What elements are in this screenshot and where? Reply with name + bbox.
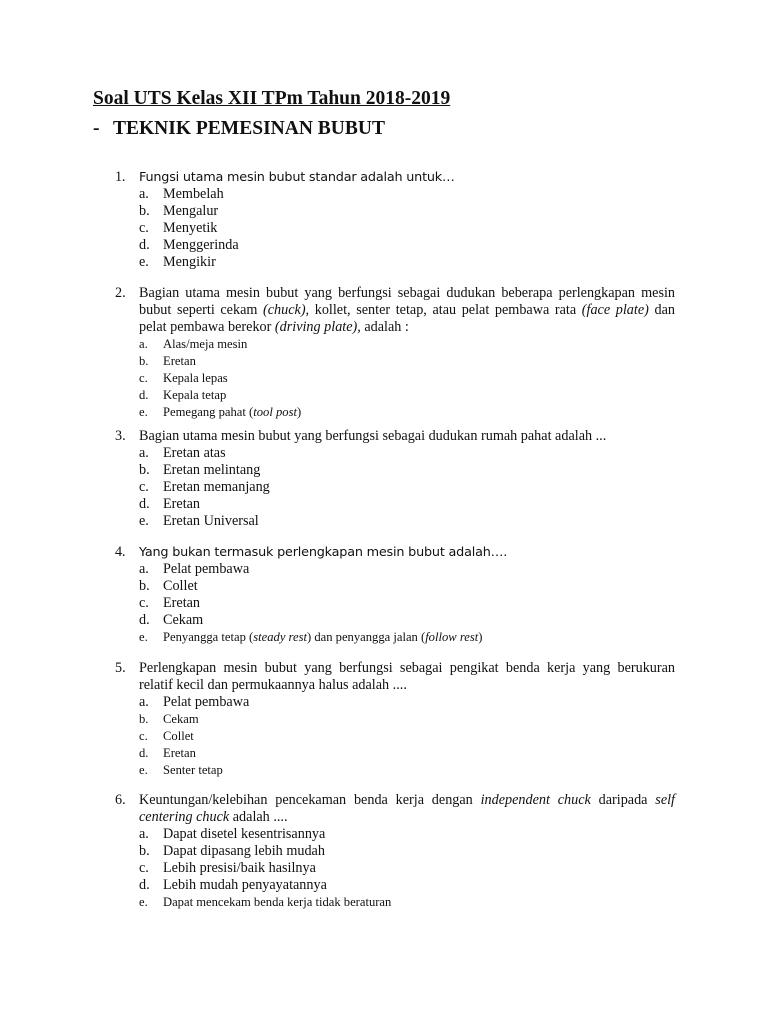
option-e: e. Mengikir (139, 254, 216, 270)
option-c: c. Lebih presisi/baik hasilnya (139, 860, 316, 876)
page-title: Soal UTS Kelas XII TPm Tahun 2018-2019 (93, 88, 451, 109)
option-a: a. Dapat disetel kesentrisannya (139, 826, 326, 842)
question-text: Bagian utama mesin bubut yang berfungsi sebagai dudukan rumah pahat adalah ... (139, 428, 607, 444)
option-list (115, 445, 675, 530)
option-e: e. Pemegang pahat (tool post) (139, 405, 302, 419)
option-d: d. Lebih mudah penyayatannya (139, 877, 327, 893)
option-list (115, 694, 675, 779)
option-c: c. Menyetik (139, 220, 218, 236)
page-subtitle (93, 118, 385, 140)
question-number: 6. (115, 792, 126, 808)
option-b: b. Dapat dipasang lebih mudah (139, 843, 325, 859)
option-d: d. Cekam (139, 612, 204, 628)
question-2 (115, 285, 675, 421)
option-e: e. Penyangga tetap (steady rest) dan penyangga jalan (follow rest) (139, 630, 483, 644)
option-a: a. Membelah (139, 186, 224, 202)
question-stem (115, 660, 675, 694)
question-stem (115, 428, 675, 445)
option-d: d. Menggerinda (139, 237, 239, 253)
option-d: d. Eretan (139, 746, 196, 760)
option-d: d. Eretan (139, 496, 201, 512)
option-a: a. Pelat pembawa (139, 561, 250, 577)
option-list (115, 561, 675, 646)
option-a: a. Eretan atas (139, 445, 226, 461)
question-5 (115, 660, 675, 779)
option-b: b. Collet (139, 578, 198, 594)
option-b: b. Eretan melintang (139, 462, 261, 478)
option-b: b. Eretan (139, 354, 196, 368)
question-stem (115, 169, 675, 186)
option-c: c. Eretan (139, 595, 201, 611)
question-4 (115, 544, 675, 646)
question-text: Yang bukan termasuk perlengkapan mesin bubut adalah…. (139, 545, 508, 560)
option-c: c. Kepala lepas (139, 371, 228, 385)
question-3 (115, 428, 675, 530)
question-number: 4. (115, 544, 126, 560)
question-number: 3. (115, 428, 126, 444)
question-text: Perlengkapan mesin bubut yang berfungsi sebagai pengikat benda kerja yang berukuran relatif kecil dan permukaannya halus adalah .... (139, 660, 675, 693)
subtitle-dash: - (93, 118, 100, 139)
option-b: b. Mengalur (139, 203, 219, 219)
question-number: 2. (115, 285, 126, 301)
option-list (115, 336, 675, 421)
question-number: 5. (115, 660, 126, 676)
option-d: d. Kepala tetap (139, 388, 227, 402)
option-b: b. Cekam (139, 712, 199, 726)
question-text: Fungsi utama mesin bubut standar adalah untuk… (139, 170, 455, 185)
option-list (115, 826, 675, 911)
question-number: 1. (115, 169, 126, 185)
option-c: c. Collet (139, 729, 194, 743)
subtitle-text: TEKNIK PEMESINAN BUBUT (113, 118, 385, 139)
question-stem (115, 544, 675, 561)
option-list (115, 186, 675, 271)
question-6 (115, 792, 675, 911)
question-stem: 2. Bagian utama mesin bubut yang berfungsi sebagai dudukan beberapa perlengkapan mesin bubut seperti cekam (chuck), kollet, senter tetap, atau pelat pembawa rata (face plate) dan pelat pembawa berekor (driving plate), adalah : (115, 285, 675, 335)
question-1 (115, 169, 675, 271)
option-e: e. Dapat mencekam benda kerja tidak beraturan (139, 895, 392, 909)
option-e: e. Senter tetap (139, 763, 223, 777)
option-e: e. Eretan Universal (139, 513, 259, 529)
option-a: a. Alas/meja mesin (139, 337, 248, 351)
question-stem: 6. Keuntungan/kelebihan pencekaman benda kerja dengan independent chuck daripada self centering chuck adalah .... (115, 792, 675, 825)
option-a: a. Pelat pembawa (139, 694, 250, 710)
option-c: c. Eretan memanjang (139, 479, 270, 495)
